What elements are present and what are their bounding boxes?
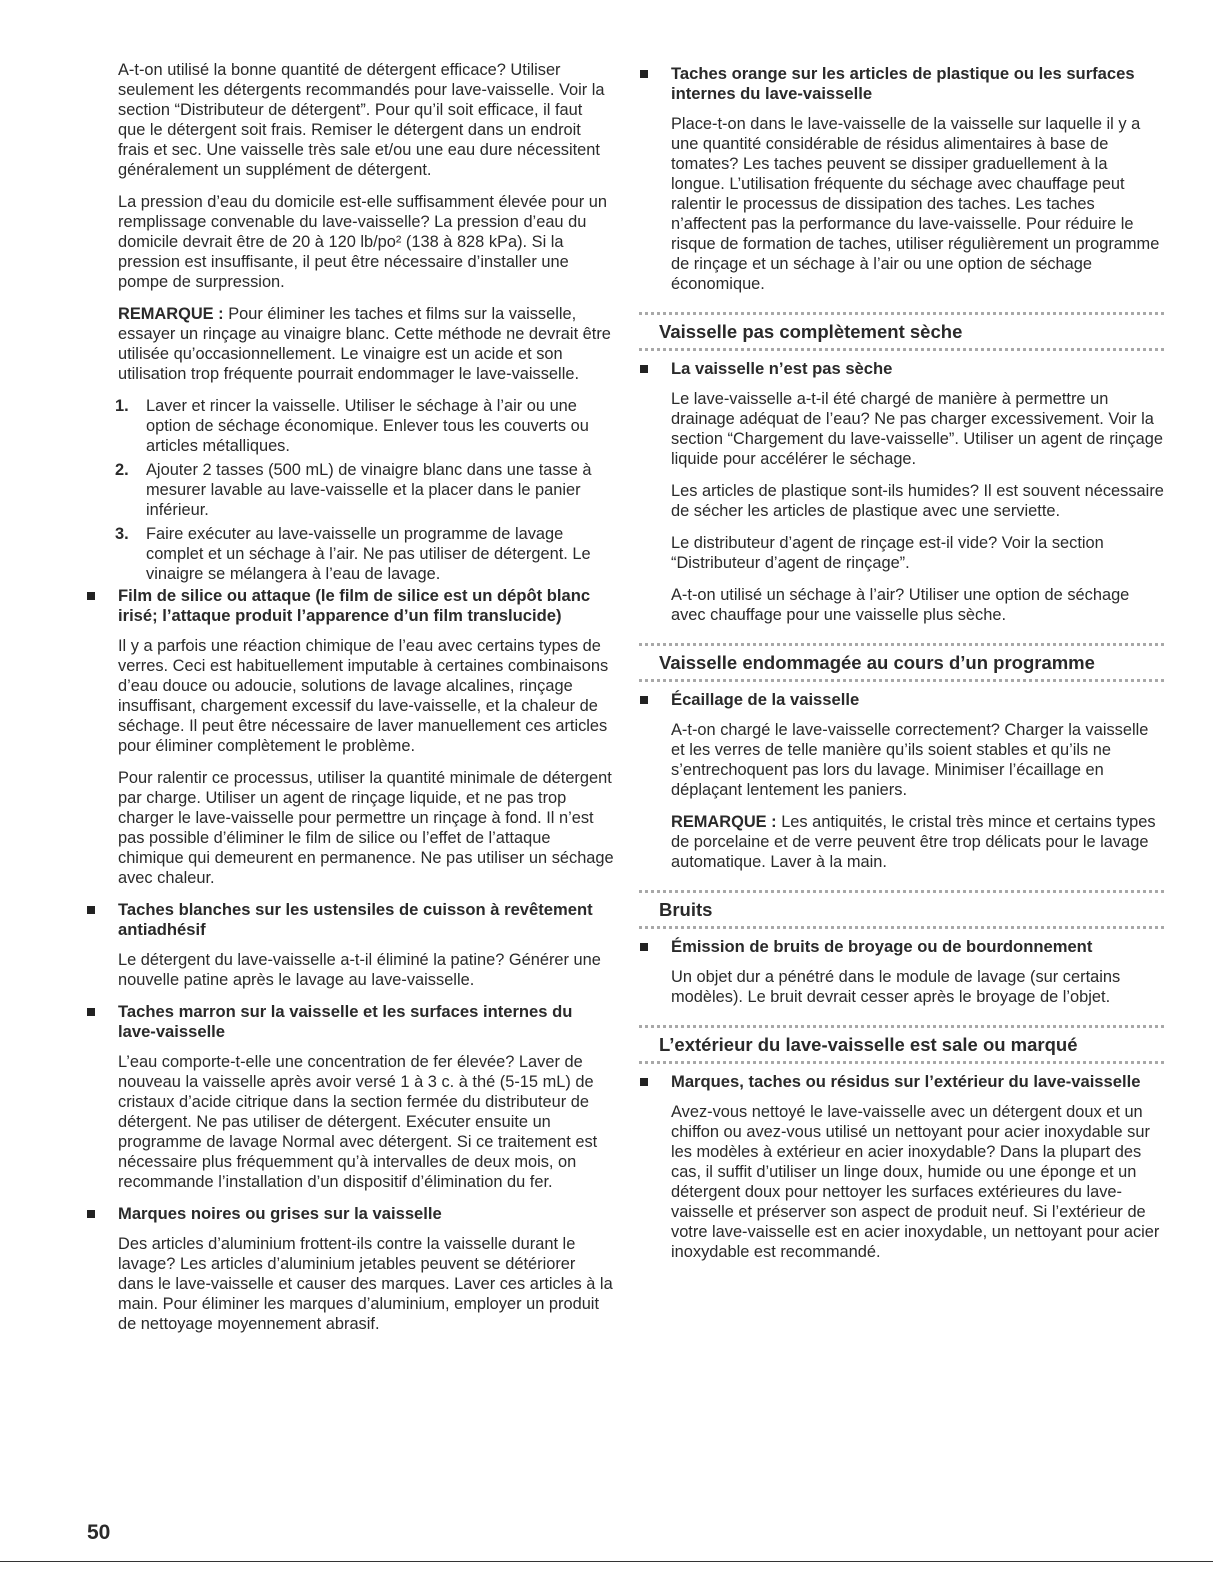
bullet-square-icon xyxy=(640,365,648,373)
paragraph-not-dry-1: Le lave-vaisselle a-t-il été chargé de manière à permettre un drainage adéquat de l’eau? Ne pas charger excessivement. Voir la section “Chargement du lave-vaisselle”. Utiliser un agent de rinçage liquide pour accélérer le séchage. xyxy=(671,390,1163,468)
section-heading-noise: Bruits xyxy=(639,894,1164,925)
bottom-rule xyxy=(0,1561,1213,1562)
step-item xyxy=(86,396,614,456)
bullet-heading-text: Marques noires ou grises sur la vaisselle xyxy=(118,1204,442,1223)
bullet-heading-text: Taches blanches sur les ustensiles de cuisson à revêtement antiadhésif xyxy=(118,900,593,939)
bullet-heading-silice xyxy=(86,586,614,626)
paragraph-detergent: A-t-on utilisé la bonne quantité de détergent efficace? Utiliser seulement les détergents recommandés pour lave-vaisselle. Voir la section “Distributeur de détergent”. Pour qu’il soit efficace, il faut que le détergent soit frais. Remiser le détergent dans un endroit frais et sec. Une vaisselle très sale et/ou une eau dure nécessitent généralement un supplément de détergent. xyxy=(118,61,605,179)
step-text: Laver et rincer la vaisselle. Utiliser le séchage à l’air ou une option de séchage économique. Enlever tous les couverts ou articles métalliques. xyxy=(146,397,589,455)
paragraph-black-marks: Des articles d’aluminium frottent-ils contre la vaisselle durant le lavage? Les articles d’aluminium jetables peuvent se détériorer dans le lave-vaisselle et causer des marques. Laver ces articles à la main. Pour éliminer les marques d’aluminium, employer un produit de nettoyage moyennement abrasif. xyxy=(118,1235,613,1333)
section-heading-not-dry: Vaisselle pas complètement sèche xyxy=(639,316,1164,347)
bullet-heading-text: Taches marron sur la vaisselle et les surfaces internes du lave-vaisselle xyxy=(118,1002,573,1041)
bullet-square-icon xyxy=(87,1210,95,1218)
paragraph-orange-stains: Place-t-on dans le lave-vaisselle de la vaisselle sur laquelle il y a une quantité considérable de résidus alimentaires à base de tomates? Les taches peuvent se dissiper graduellement à la longue. L’utilisation fréquente du séchage avec chauffage peut ralentir le processus de dissipation des taches. Les taches n’affectent pas la performance du lave-vaisselle. Pour réduire le risque de formation de taches, utiliser régulièrement un programme de rinçage et un séchage à l’air ou une option de séchage économique. xyxy=(671,115,1160,293)
bullet-heading-text: La vaisselle n’est pas sèche xyxy=(671,359,893,378)
remark-vinegar xyxy=(118,304,614,384)
paragraph-white-stains: Le détergent du lave-vaisselle a-t-il éliminé la patine? Générer une nouvelle patine après le lavage au lave-vaisselle. xyxy=(118,951,601,989)
remark-text: Les antiquités, le cristal très mince et certains types de porcelaine et de verre peuvent être trop délicats pour le lavage automatique. Laver à la main. xyxy=(671,813,1156,871)
remark-label: REMARQUE : xyxy=(671,813,777,831)
paragraph-exterior-marks: Avez-vous nettoyé le lave-vaisselle avec un détergent doux et un chiffon ou avez-vous utilisé un nettoyant pour acier inoxydable sur les modèles à extérieur en acier inoxydable? Dans la plupart des cas, il suffit d’utiliser un linge doux, humide ou une éponge et un détergent doux pour nettoyer les surfaces extérieures du lave-vaisselle et préserver son aspect de produit neuf. Si l’extérieur de votre lave-vaisselle est en acier inoxydable, un nettoyant pour acier inoxydable est recommandé. xyxy=(671,1103,1160,1261)
bullet-square-icon xyxy=(87,906,95,914)
bullet-heading-black-marks xyxy=(86,1204,614,1224)
paragraph-not-dry-3: Le distributeur d’agent de rinçage est-il vide? Voir la section “Distributeur d’agent de rinçage”. xyxy=(671,534,1104,572)
remark-text: Pour éliminer les taches et films sur la vaisselle, essayer un rinçage au vinaigre blanc. Cette méthode ne devrait être utilisée qu’occasionnellement. Le vinaigre est un acide et son utilisation trop fréquente pourrait endommager le lave-vaisselle. xyxy=(118,305,611,383)
section-heading-damaged: Vaisselle endommagée au cours d’un programme xyxy=(639,647,1164,678)
paragraph-not-dry-4: A-t-on utilisé un séchage à l’air? Utiliser une option de séchage avec chauffage pour une vaisselle plus sèche. xyxy=(671,586,1130,624)
step-text: Faire exécuter au lave-vaisselle un programme de lavage complet et un séchage à l’air. Ne pas utiliser de détergent. Le vinaigre se mélangera à l’eau de lavage. xyxy=(146,525,591,583)
page-number: 50 xyxy=(87,1521,111,1544)
bullet-heading-text: Écaillage de la vaisselle xyxy=(671,690,860,709)
bullet-square-icon xyxy=(87,1008,95,1016)
bullet-heading-text: Film de silice ou attaque (le film de silice est un dépôt blanc irisé; l’attaque produit l’apparence d’un film translucide) xyxy=(118,586,591,625)
paragraph-not-dry-2: Les articles de plastique sont-ils humides? Il est souvent nécessaire de sécher les articles de plastique avec une serviette. xyxy=(671,482,1164,520)
bullet-heading-orange-stains xyxy=(639,64,1164,104)
paragraph-grinding-noise: Un objet dur a pénétré dans le module de lavage (sur certains modèles). Le bruit devrait cesser après le broyage de l’objet. xyxy=(671,968,1121,1006)
paragraph-water-pressure: La pression d’eau du domicile est-elle suffisamment élevée pour un remplissage convenable du lave-vaisselle? La pression d’eau du domicile devrait être de 20 à 120 lb/po² (138 à 828 kPa). Si la pression est insuffisante, il peut être nécessaire d’installer une pompe de surpression. xyxy=(118,193,607,291)
bullet-square-icon xyxy=(640,1078,648,1086)
step-number: 3. xyxy=(115,525,129,543)
paragraph-silice-2: Pour ralentir ce processus, utiliser la quantité minimale de détergent par charge. Utiliser un agent de rinçage liquide, et ne pas trop charger le lave-vaisselle pour permettre un rinçage à fond. Il n’est pas possible d’éliminer le film de silice ou l’effet de l’attaque chimique qui demeurent en permanence. Ne pas utiliser un séchage avec chaleur. xyxy=(118,769,614,887)
bullet-square-icon xyxy=(640,943,648,951)
step-item xyxy=(86,524,614,584)
remark-label: REMARQUE : xyxy=(118,305,224,323)
bullet-heading-text: Marques, taches ou résidus sur l’extérieur du lave-vaisselle xyxy=(671,1072,1141,1091)
bullet-square-icon xyxy=(640,696,648,704)
step-text: Ajouter 2 tasses (500 mL) de vinaigre blanc dans une tasse à mesurer lavable au lave-vaisselle et la placer dans le panier inférieur. xyxy=(146,461,592,519)
paragraph-silice-1: Il y a parfois une réaction chimique de l’eau avec certains types de verres. Ceci est habituellement imputable à certaines combinaisons d’eau douce ou adoucie, solutions de lavage alcalines, rinçage insuffisant, chargement excessif du lave-vaisselle, et la chaleur de séchage. Il peut être nécessaire de laver manuellement ces articles pour éliminer complètement le problème. xyxy=(118,637,609,755)
section-heading-exterior: L’extérieur du lave-vaisselle est sale ou marqué xyxy=(639,1029,1164,1060)
step-item xyxy=(86,460,614,520)
paragraph-chipping: A-t-on chargé le lave-vaisselle correctement? Charger la vaisselle et les verres de telle manière qu’ils soient stables et qu’ils ne s’entrechoquent pas lors du lavage. Minimiser l’écaillage en déplaçant lentement les paniers. xyxy=(671,721,1149,799)
step-number: 1. xyxy=(115,397,129,415)
bullet-heading-grinding-noise xyxy=(639,937,1164,957)
left-column xyxy=(86,60,614,1346)
bullet-heading-white-stains xyxy=(86,900,614,940)
bullet-heading-text: Taches orange sur les articles de plastique ou les surfaces internes du lave-vaisselle xyxy=(671,64,1135,103)
bullet-heading-brown-stains xyxy=(86,1002,614,1042)
paragraph-brown-stains: L’eau comporte-t-elle une concentration de fer élevée? Laver de nouveau la vaisselle après avoir versé 1 à 3 c. à thé (5-15 mL) de cristaux d’acide citrique dans la section fermée du distributeur de détergent. Ne pas utiliser de détergent. Exécuter ensuite un programme de lavage Normal avec détergent. Si ce traitement est nécessaire plus fréquemment qu’à intervalles de deux mois, on recommande l’installation d’un dispositif d’élimination du fer. xyxy=(118,1053,598,1191)
right-column xyxy=(639,60,1164,1274)
step-number: 2. xyxy=(115,461,129,479)
bullet-heading-exterior-marks xyxy=(639,1072,1164,1092)
bullet-heading-text: Émission de bruits de broyage ou de bourdonnement xyxy=(671,937,1093,956)
bullet-square-icon xyxy=(640,70,648,78)
bullet-square-icon xyxy=(87,592,95,600)
bullet-heading-chipping xyxy=(639,690,1164,710)
remark-antiques xyxy=(671,812,1164,872)
bullet-heading-not-dry xyxy=(639,359,1164,379)
